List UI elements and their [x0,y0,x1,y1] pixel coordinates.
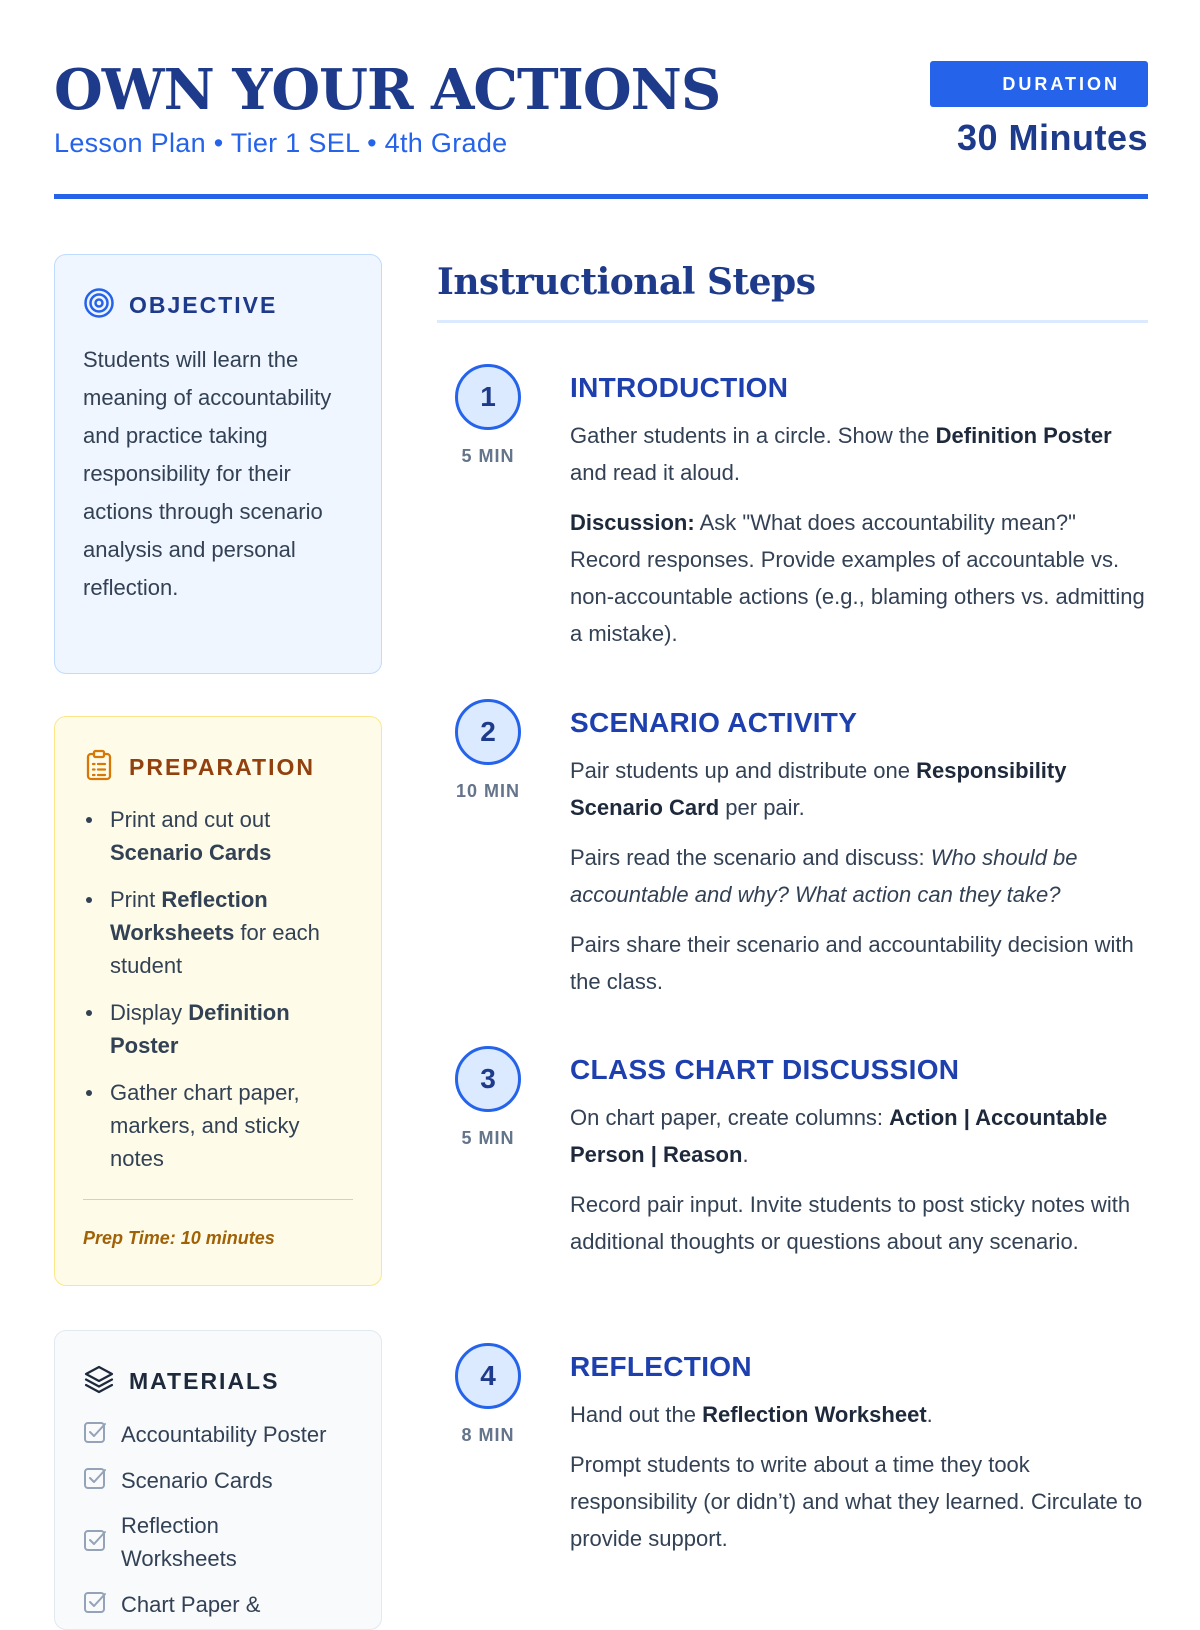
preparation-header [83,749,353,785]
step-paragraph: Record pair input. Invite students to post sticky notes with additional thoughts or questions about any scenario. [570,1192,1131,1254]
page-subtitle: Lesson Plan • Tier 1 SEL • 4th Grade [54,128,508,158]
list-item: Display Definition Poster [83,996,353,1062]
header-divider [54,194,1148,199]
page-title: OWN YOUR ACTIONS [54,57,721,123]
materials-card [54,1330,382,1630]
step-paragraph: On chart paper, create columns: Action | Accountable Person | Reason. [570,1105,1108,1167]
objective-label: OBJECTIVE [129,291,278,318]
checkbox-icon [83,1590,107,1619]
material-label: Reflection Worksheets [121,1513,237,1571]
step-body [570,370,1148,652]
steps-divider [437,320,1148,323]
duration-block [930,61,1148,159]
preparation-label: PREPARATION [129,753,315,780]
objective-text: Students will learn the meaning of accountability and practice taking responsibility for their actions through scenario analysis and personal reflection. [83,347,332,600]
duration-badge: DURATION [930,61,1148,107]
target-icon [83,287,115,324]
step-time: 5 MIN [461,446,515,466]
checkbox-icon [83,1528,107,1557]
material-label: Scenario Cards [121,1467,273,1493]
layers-icon [83,1363,115,1400]
objective-card [54,254,382,674]
step-body [570,705,1148,1000]
step-time: 8 MIN [461,1425,515,1445]
step-heading: INTRODUCTION [570,372,789,403]
step-paragraph: Prompt students to write about a time they took responsibility (or didn’t) and what they learned. Circulate to provide support. [570,1452,1143,1551]
steps-title: Instructional Steps [437,261,816,303]
checkbox-icon [83,1466,107,1495]
step-paragraph: Gather students in a circle. Show the Definition Poster and read it aloud. [570,423,1112,485]
materials-label: MATERIALS [129,1367,280,1394]
checkbox-icon [83,1420,107,1449]
list-item [83,1417,353,1451]
list-item: Print and cut out Scenario Cards [83,803,353,869]
step-time: 5 MIN [461,1128,515,1148]
preparation-divider [83,1199,353,1200]
step-heading: SCENARIO ACTIVITY [570,707,858,738]
material-label: Chart Paper & [121,1591,261,1617]
material-label: Accountability Poster [121,1421,327,1447]
list-item: Gather chart paper, markers, and sticky notes [83,1076,353,1175]
list-item [83,1463,353,1497]
step-number: 2 [455,699,521,765]
step-number: 4 [455,1343,521,1409]
step-time: 10 MIN [455,781,521,801]
step-heading: REFLECTION [570,1351,752,1382]
materials-list [83,1417,353,1621]
step-paragraph: Pairs share their scenario and accountability decision with the class. [570,932,1134,994]
duration-value: 30 Minutes [956,117,1148,158]
materials-header [83,1363,353,1399]
step-marker [455,1343,521,1446]
step-number: 3 [455,1046,521,1112]
step-marker [455,364,521,467]
instructional-steps [437,254,1148,1551]
preparation-list [83,803,353,1175]
step-body [570,1349,1148,1557]
objective-header [83,287,353,323]
preparation-card [54,716,382,1286]
step-marker [455,1046,521,1149]
clipboard-icon [83,749,115,786]
step-number: 1 [455,364,521,430]
step-marker [455,699,521,802]
prep-time: Prep Time: 10 minutes [83,1228,275,1248]
list-item [83,1587,353,1621]
list-item: Print Reflection Worksheets for each student [83,883,353,982]
step-paragraph: Discussion: Ask "What does accountability mean?" Record responses. Provide examples of accountable vs. non-accountable actions (e.g., blaming others vs. admitting a mistake). [570,510,1145,646]
lesson-header [54,58,1148,202]
list-item [83,1509,353,1575]
step-heading: CLASS CHART DISCUSSION [570,1054,960,1085]
step-body [570,1052,1148,1260]
step-paragraph: Hand out the Reflection Worksheet. [570,1402,933,1427]
step-paragraph: Pair students up and distribute one Responsibility Scenario Card per pair. [570,758,1067,820]
step-paragraph: Pairs read the scenario and discuss: Who should be accountable and why? What action can they take? [570,845,1078,907]
